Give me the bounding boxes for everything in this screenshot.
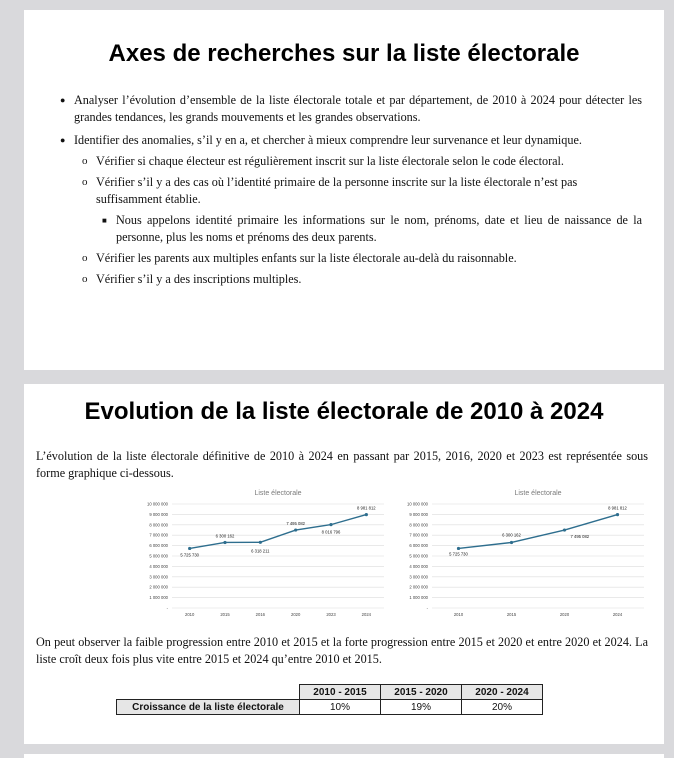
y-tick-label: 9 000 000 [149, 511, 168, 517]
x-tick-label: 2010 [453, 612, 464, 617]
x-tick-label: 2020 [559, 612, 570, 617]
data-point [616, 513, 619, 516]
x-tick-label: 2016 [255, 612, 265, 617]
data-label: 8 981 812 [357, 505, 376, 511]
table-cell: 10% [300, 700, 381, 715]
y-tick-label: 5 000 000 [149, 553, 168, 559]
y-tick-label: 10 000 000 [147, 501, 168, 507]
table-cell: 20% [462, 700, 543, 715]
data-label: 7 495 082 [570, 534, 590, 540]
sub-sub-list-item [60, 212, 642, 246]
chart-title: Liste électorale [254, 490, 302, 497]
sub-bullet-marker: o [82, 252, 88, 264]
y-tick-label: 1 000 000 [409, 595, 428, 601]
sub-list-item [60, 153, 642, 170]
table-header: 2020 - 2024 [462, 685, 543, 700]
y-tick-label: 8 000 000 [149, 522, 168, 528]
data-point [294, 528, 297, 531]
slide-title: Evolution de la liste électorale de 2010 à 2024 [84, 398, 604, 425]
data-label: 5 725 730 [180, 552, 199, 558]
y-tick-label: 8 000 000 [409, 522, 428, 528]
sub-bullet-text: Vérifier s’il y a des cas où l’identité primaire de la personne inscrite sur la liste électorale n’est pas suffisamment établie. [96, 175, 578, 206]
sub-bullet-text: Vérifier les parents aux multiples enfants sur la liste électorale au-delà du raisonnable. [96, 251, 517, 265]
data-label: 6 318 211 [251, 548, 270, 554]
square-bullet-marker: ■ [102, 216, 107, 225]
line-chart-4-points [372, 486, 652, 620]
x-tick-label: 2010 [185, 612, 195, 617]
data-point [510, 541, 513, 544]
y-tick-label: 9 000 000 [409, 511, 428, 517]
sub-bullet-text: Vérifier s’il y a des inscriptions multiples. [96, 272, 302, 286]
x-tick-label: 2015 [220, 612, 230, 617]
table-cell: 19% [381, 700, 462, 715]
slide-title: Axes de recherches sur la liste électorale [108, 40, 580, 67]
data-point [223, 541, 226, 544]
intro-paragraph: L’évolution de la liste électorale définitive de 2010 à 2024 en passant par 2015, 2016, 2020 et 2023 est représentée sous forme graphique ci-dessous. [36, 449, 648, 480]
y-tick-label: 4 000 000 [149, 563, 168, 569]
slide-evolution [24, 384, 664, 744]
list-item [60, 132, 642, 149]
x-tick-label: 2023 [326, 612, 336, 617]
y-tick-label: - [426, 605, 428, 611]
data-point [365, 513, 368, 516]
bullet-text: Identifier des anomalies, s’il y en a, et chercher à mieux comprendre leur survenance et leur dynamique. [74, 133, 582, 147]
table-row-header: Croissance de la liste électorale [117, 700, 300, 715]
y-tick-label: 3 000 000 [149, 574, 168, 580]
data-label: 7 495 082 [286, 521, 305, 527]
observation-paragraph: On peut observer la faible progression entre 2010 et 2015 et la forte progression entre 2015 et 2020 et entre 2020 et 2024. La liste croît deux fois plus vite entre 2015 et 2024 qu’entre 2010 et 2015. [36, 635, 648, 666]
y-tick-label: 7 000 000 [149, 532, 168, 538]
bullet-text: Analyser l’évolution d’ensemble de la liste électorale totale et par département, de 2010 à 2024 pour détecter les grandes tendances, les grands mouvements et les grandes observations. [74, 93, 642, 124]
sub-bullet-marker: o [82, 273, 88, 285]
table-header: 2010 - 2015 [300, 685, 381, 700]
y-tick-label: 6 000 000 [149, 543, 168, 549]
sub-list-item [60, 271, 642, 288]
next-slide-edge [24, 754, 664, 758]
y-tick-label: 2 000 000 [409, 584, 428, 590]
data-point [563, 528, 566, 531]
x-tick-label: 2015 [506, 612, 517, 617]
sub-bullet-text: Vérifier si chaque électeur est régulièrement inscrit sur la liste électorale selon le code électoral. [96, 154, 564, 168]
chart-svg [372, 486, 652, 620]
x-tick-label: 2024 [361, 612, 371, 617]
y-tick-label: 6 000 000 [409, 543, 428, 549]
data-point [259, 541, 262, 544]
list-item [60, 92, 642, 126]
sub-bullet-marker: o [82, 155, 88, 167]
growth-table [116, 684, 543, 715]
chart-title: Liste électorale [514, 490, 562, 497]
data-label: 8 016 796 [321, 529, 341, 535]
sub-sub-bullet-text: Nous appelons identité primaire les informations sur le nom, prénoms, date et lieu de naissance de la personne, plus les noms et prénoms des deux parents. [116, 213, 642, 244]
y-tick-label: 7 000 000 [409, 532, 428, 538]
x-tick-label: 2024 [612, 612, 623, 617]
bullet-list [60, 92, 642, 288]
data-label: 6 300 162 [502, 532, 521, 538]
chart-svg [112, 486, 392, 620]
y-tick-label: 2 000 000 [149, 584, 168, 590]
data-label: 6 300 162 [215, 533, 235, 539]
sub-list-item [60, 250, 642, 267]
sub-bullet-marker: o [82, 176, 88, 188]
sub-list-item [60, 174, 642, 208]
table-row [117, 700, 543, 715]
table-header: 2015 - 2020 [381, 685, 462, 700]
series-line [459, 515, 618, 549]
y-tick-label: 1 000 000 [149, 595, 168, 601]
y-tick-label: - [166, 605, 168, 611]
y-tick-label: 5 000 000 [409, 553, 428, 559]
y-tick-label: 3 000 000 [409, 574, 428, 580]
table-corner [117, 685, 300, 700]
data-point [457, 547, 460, 550]
slide-research-axes [24, 10, 664, 370]
data-label: 8 981 812 [608, 505, 627, 511]
bullet-marker: ● [60, 95, 66, 105]
data-point [188, 547, 191, 550]
bullet-marker: ● [60, 135, 66, 145]
table-header-row [117, 685, 543, 700]
y-tick-label: 4 000 000 [409, 563, 428, 569]
y-tick-label: 10 000 000 [407, 501, 428, 507]
x-tick-label: 2020 [291, 612, 301, 617]
data-point [329, 523, 332, 526]
data-label: 5 725 730 [449, 551, 468, 557]
line-chart-6-points [112, 486, 392, 620]
